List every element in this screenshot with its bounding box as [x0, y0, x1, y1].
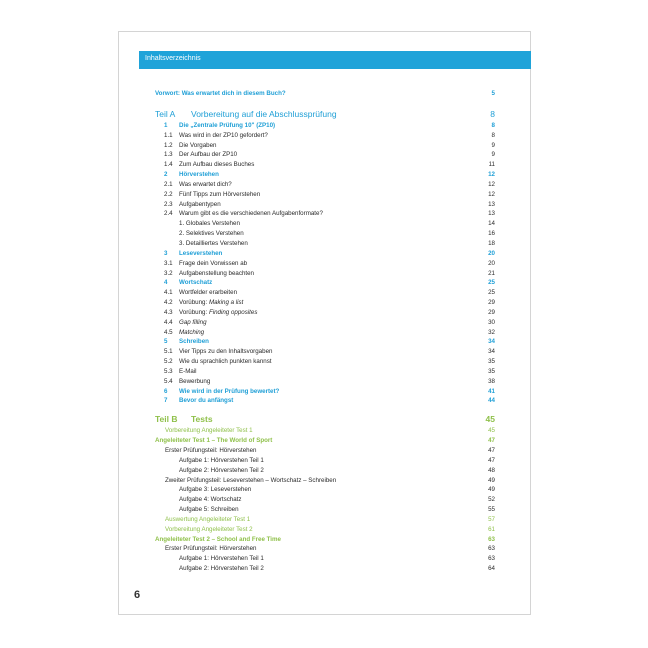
- toc-entry-page: 35: [488, 367, 495, 375]
- toc-entry-page: 55: [488, 506, 495, 514]
- toc-entry-page: 34: [488, 338, 495, 346]
- toc-entry[interactable]: [155, 200, 495, 210]
- toc-entry[interactable]: [155, 259, 495, 269]
- toc-entry-title: Angeleiteter Test 2 – School and Free Time: [155, 535, 281, 543]
- toc-entry[interactable]: [155, 515, 495, 525]
- toc-entry-page: 47: [488, 456, 495, 464]
- toc-entry-page: 5: [491, 90, 495, 97]
- toc-entry-title: Die „Zentrale Prüfung 10" (ZP10): [179, 121, 276, 129]
- toc-entry[interactable]: [155, 544, 495, 554]
- toc-entry[interactable]: [155, 170, 495, 180]
- toc-entry[interactable]: [155, 485, 495, 495]
- toc-entry-page: 14: [488, 220, 495, 228]
- toc-entry-title: Wortfelder erarbeiten: [179, 289, 238, 297]
- toc-entry-page: 64: [488, 565, 495, 573]
- toc-entry-title: Aufgabenstellung beachten: [179, 269, 254, 277]
- toc-entry-title: 3. Detailliertes Verstehen: [179, 239, 248, 247]
- toc-entry-title: Matching: [179, 328, 205, 336]
- toc-entry-title: Erster Prüfungsteil: Hörverstehen: [165, 545, 257, 553]
- toc-entry[interactable]: [155, 121, 495, 131]
- toc-entry[interactable]: [155, 367, 495, 377]
- toc-entry[interactable]: [155, 180, 495, 190]
- toc-entry-title: Aufgabe 5: Schreiben: [179, 506, 239, 514]
- toc-entry-number: 7: [164, 397, 168, 405]
- toc-entry-title: Aufgabe 2: Hörverstehen Teil 2: [179, 466, 264, 474]
- toc-entry-page: 61: [488, 525, 495, 533]
- toc-entry-title: Aufgabe 1: Hörverstehen Teil 1: [179, 456, 264, 464]
- part-a-entries: [155, 121, 495, 406]
- toc-entry[interactable]: [155, 298, 495, 308]
- toc-entry-page: 12: [488, 180, 495, 188]
- toc-entry[interactable]: [155, 525, 495, 535]
- toc-entry-page: 49: [488, 476, 495, 484]
- toc-entry-number: 5: [164, 338, 168, 346]
- toc-entry-number: 4: [164, 279, 168, 287]
- toc-entry[interactable]: [155, 229, 495, 239]
- toc-entry-number: 4.3: [164, 308, 173, 316]
- toc-entry-page: 9: [491, 151, 495, 159]
- toc-entry-page: 30: [488, 318, 495, 326]
- toc-entry-page: 47: [488, 447, 495, 454]
- header-bar: [139, 51, 531, 69]
- toc-entry-title: Wortschatz: [179, 279, 213, 287]
- page-number: 6: [134, 589, 141, 601]
- toc-entry[interactable]: [155, 387, 495, 397]
- toc-entry[interactable]: [155, 426, 495, 436]
- part-page: 8: [490, 108, 495, 119]
- toc-entry-title: Was erwartet dich?: [179, 180, 232, 188]
- toc-entry-page: 16: [488, 230, 495, 238]
- toc-entry[interactable]: [155, 219, 495, 229]
- toc-entry[interactable]: [155, 131, 495, 141]
- toc-entry-page: 35: [488, 358, 495, 366]
- toc-entry-page: 47: [488, 437, 495, 445]
- toc-entry-number: 2: [164, 171, 168, 179]
- toc-entry-number: 2.4: [164, 210, 173, 218]
- toc-entry-page: 38: [488, 377, 495, 385]
- toc-entry-page: 52: [488, 496, 495, 504]
- toc-entry[interactable]: [155, 249, 495, 259]
- toc-entry-number: 3.2: [164, 269, 173, 277]
- toc-entry[interactable]: [155, 318, 495, 328]
- toc-entry-title: Fünf Tipps zum Hörverstehen: [179, 190, 261, 198]
- toc-entry-title: Bevor du anfängst: [179, 397, 234, 405]
- toc-entry-number: 5.1: [164, 348, 173, 356]
- toc-entry[interactable]: [155, 396, 495, 406]
- toc-part-a[interactable]: [155, 107, 495, 121]
- toc-entry[interactable]: [155, 328, 495, 338]
- part-title: Tests: [191, 414, 213, 425]
- toc-entry[interactable]: [155, 476, 495, 486]
- toc-entry-number: 1: [164, 121, 168, 129]
- toc-entry[interactable]: [155, 554, 495, 564]
- toc-entry[interactable]: [155, 535, 495, 545]
- toc-entry-title: Gap filling: [179, 318, 207, 326]
- toc-entry-number: 6: [164, 387, 168, 395]
- toc-entry-page: 41: [488, 387, 495, 395]
- toc-entry-number: 4.4: [164, 318, 173, 326]
- toc-entry-page: 13: [488, 200, 495, 208]
- toc-entry[interactable]: [155, 505, 495, 515]
- part-b-entries: [155, 426, 495, 574]
- toc-entry-title: Angeleiteter Test 1 – The World of Sport: [155, 437, 273, 445]
- toc-entry-page: 20: [488, 259, 495, 267]
- toc-entry-page: 8: [491, 121, 495, 129]
- toc-entry-title: Leseverstehen: [179, 249, 223, 257]
- toc-entry-title: Zweiter Prüfungsteil: Leseverstehen – Wortschatz – Schreiben: [165, 476, 337, 484]
- toc-entry-title: Der Aufbau der ZP10: [179, 151, 238, 159]
- toc-entry[interactable]: [155, 239, 495, 249]
- toc-entry-number: 4.5: [164, 328, 173, 336]
- toc-entry-title: Aufgabentypen: [179, 200, 221, 208]
- toc-entry-title: Vorübung: Making a list: [179, 299, 244, 307]
- toc-entry-title: E-Mail: [179, 367, 197, 375]
- toc-entry-title: Die Vorgaben: [179, 141, 217, 149]
- toc-entry-title: Zum Aufbau dieses Buches: [179, 161, 255, 169]
- toc-entry-page: 49: [488, 486, 495, 494]
- toc-entry[interactable]: [155, 308, 495, 318]
- part-label: Teil A: [155, 108, 176, 119]
- toc-entry[interactable]: [155, 150, 495, 160]
- toc-entry-title: Vorwort: Was erwartet dich in diesem Buch?: [155, 90, 286, 97]
- toc-entry-page: 32: [488, 328, 495, 336]
- toc-entry[interactable]: [155, 209, 495, 219]
- toc-entry-number: 2.3: [164, 200, 173, 208]
- toc-entry-page: 12: [488, 190, 495, 198]
- toc-entry-title: Vorbereitung Angeleiteter Test 2: [165, 525, 253, 533]
- toc-entry-title: Aufgabe 2: Hörverstehen Teil 2: [179, 565, 264, 573]
- toc-entry[interactable]: [155, 288, 495, 298]
- toc-entry-page: 18: [488, 239, 495, 247]
- toc-entry-title: Warum gibt es die verschiedenen Aufgabenformate?: [179, 210, 323, 218]
- table-of-contents: [155, 89, 495, 574]
- toc-entry-title: Hörverstehen: [179, 171, 219, 179]
- toc-entry-number: 2.2: [164, 190, 173, 198]
- toc-entry-title: Wie du sprachlich punkten kannst: [179, 358, 272, 366]
- toc-entry-title: Wie wird in der Prüfung bewertet?: [179, 387, 280, 395]
- toc-entry-number: 1.4: [164, 161, 173, 169]
- toc-entry-title: Vorübung: Finding opposites: [179, 308, 258, 316]
- toc-entry-title: 2. Selektives Verstehen: [179, 230, 244, 238]
- toc-entry-number: 3: [164, 249, 168, 257]
- toc-entry[interactable]: [155, 269, 495, 279]
- toc-entry-title: Auswertung Angeleiteter Test 1: [165, 515, 251, 523]
- toc-entry-page: 25: [488, 289, 495, 297]
- toc-entry-page: 8: [491, 131, 495, 139]
- toc-entry[interactable]: [155, 357, 495, 367]
- toc-entry-number: 1.1: [164, 131, 173, 139]
- toc-entry-title: Bewerbung: [179, 377, 211, 385]
- toc-entry-page: 57: [488, 515, 495, 523]
- toc-entry[interactable]: [155, 436, 495, 446]
- toc-entry[interactable]: [155, 456, 495, 466]
- toc-entry[interactable]: [155, 377, 495, 387]
- toc-entry-title: Schreiben: [179, 338, 209, 346]
- toc-entry-page: 29: [488, 308, 495, 316]
- toc-entry[interactable]: [155, 347, 495, 357]
- book-page: [118, 31, 531, 615]
- toc-part-b[interactable]: [155, 412, 495, 426]
- toc-entry[interactable]: [155, 466, 495, 476]
- toc-entry-page: 44: [488, 397, 495, 405]
- toc-entry-number: 5.2: [164, 358, 173, 366]
- toc-entry[interactable]: [155, 141, 495, 151]
- part-label: Teil B: [155, 414, 178, 425]
- toc-entry-number: 2.1: [164, 180, 173, 188]
- part-page: 45: [485, 414, 495, 425]
- toc-entry[interactable]: [155, 160, 495, 170]
- toc-entry-page: 13: [488, 210, 495, 218]
- toc-entry-title: Frage dein Vorwissen ab: [179, 259, 248, 267]
- toc-entry-page: 34: [488, 348, 495, 356]
- toc-entry-number: 5.4: [164, 377, 173, 385]
- toc-entry-title: Vier Tipps zu den Inhaltsvorgaben: [179, 348, 273, 356]
- toc-entry-page: 25: [488, 279, 495, 287]
- toc-entry-title: Aufgabe 4: Wortschatz: [179, 496, 242, 504]
- toc-entry-number: 3.1: [164, 259, 173, 267]
- toc-entry-number: 5.3: [164, 367, 173, 375]
- toc-entry-page: 45: [488, 427, 495, 435]
- toc-entry[interactable]: [155, 446, 495, 456]
- toc-entry-page: 12: [488, 171, 495, 179]
- toc-entry[interactable]: [155, 190, 495, 200]
- toc-entry-number: 4.1: [164, 289, 173, 297]
- toc-entry-title: Erster Prüfungsteil: Hörverstehen: [165, 447, 257, 454]
- toc-entry-number: 1.2: [164, 141, 173, 149]
- part-title: Vorbereitung auf die Abschlussprüfung: [191, 108, 337, 119]
- toc-entry-vorwort[interactable]: [155, 89, 495, 99]
- toc-entry-page: 63: [488, 535, 495, 543]
- toc-entry[interactable]: [155, 337, 495, 347]
- toc-entry-page: 21: [488, 269, 495, 277]
- toc-entry-page: 11: [488, 161, 495, 169]
- toc-entry-title: Vorbereitung Angeleiteter Test 1: [165, 427, 253, 435]
- toc-entry-title: 1. Globales Verstehen: [179, 220, 240, 228]
- toc-entry-page: 63: [488, 555, 495, 563]
- toc-entry-page: 63: [488, 545, 495, 553]
- toc-entry-title: Was wird in der ZP10 gefordert?: [179, 131, 268, 139]
- toc-entry-number: 4.2: [164, 299, 173, 307]
- toc-entry-number: 1.3: [164, 151, 173, 159]
- toc-entry-title: Aufgabe 1: Hörverstehen Teil 1: [179, 555, 264, 563]
- toc-entry-page: 48: [488, 466, 495, 474]
- toc-entry-title: Aufgabe 3: Leseverstehen: [179, 486, 252, 494]
- toc-entry[interactable]: [155, 278, 495, 288]
- toc-entry[interactable]: [155, 564, 495, 574]
- page-title: Inhaltsverzeichnis: [145, 55, 201, 62]
- toc-entry-page: 29: [488, 299, 495, 307]
- toc-entry-page: 20: [488, 249, 495, 257]
- toc-entry[interactable]: [155, 495, 495, 505]
- toc-entry-page: 9: [491, 141, 495, 149]
